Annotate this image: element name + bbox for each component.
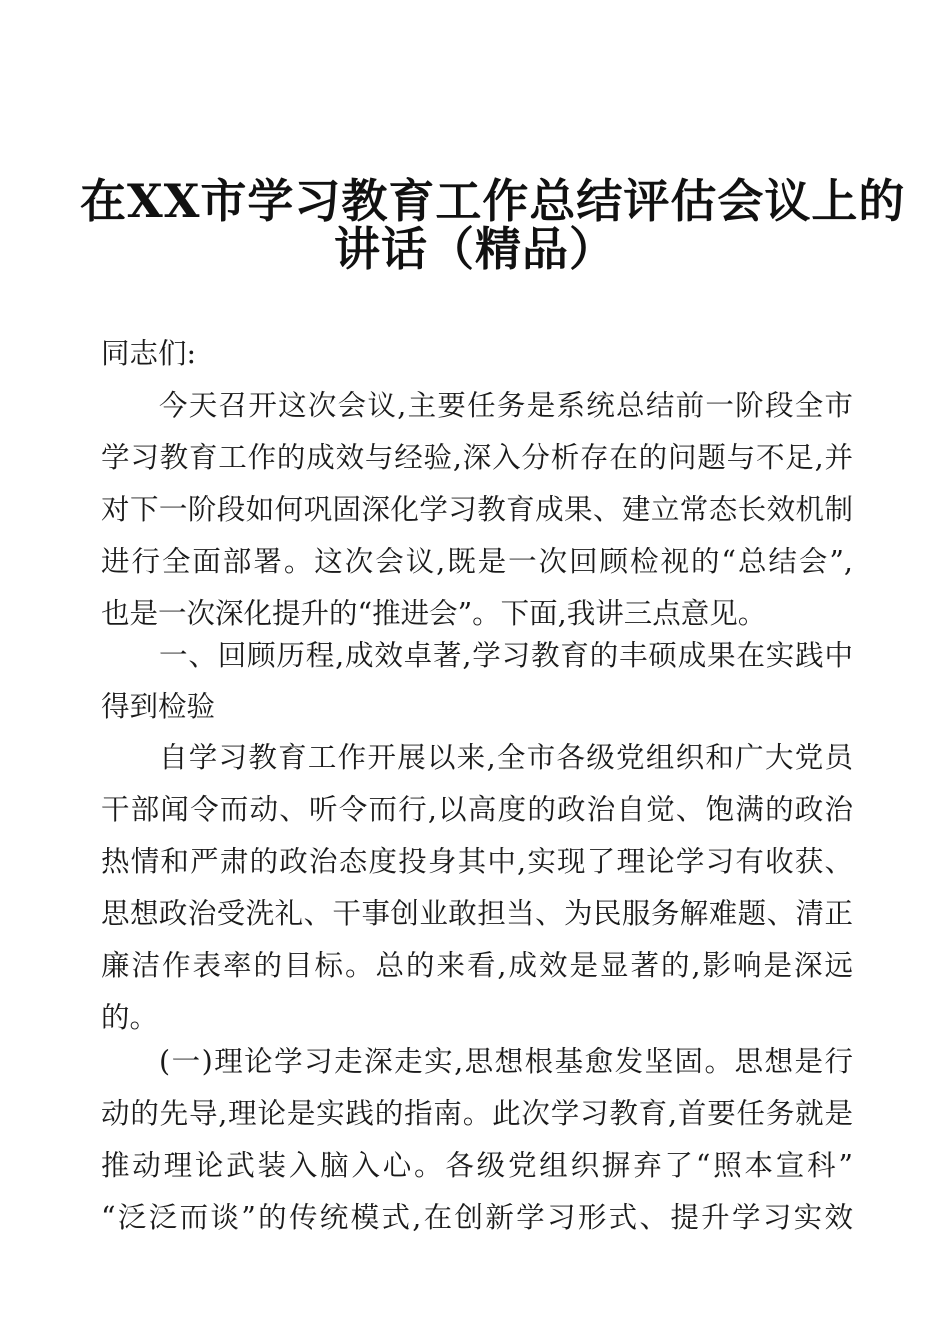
salutation: 同志们: (101, 337, 197, 370)
paragraph-line: 对下一阶段如何巩固深化学习教育成果、建立常态长效机制 (101, 493, 853, 526)
paragraph-line: 推动理论武装入脑入心。各级党组织摒弃了“照本宣科” (101, 1149, 853, 1182)
paragraph-line: 的。 (101, 1001, 159, 1034)
paragraph-line: 今天召开这次会议,主要任务是系统总结前一阶段全市 (159, 389, 853, 422)
paragraph-line: 进行全面部署。这次会议,既是一次回顾检视的“总结会”, (101, 545, 853, 578)
paragraph-line: 也是一次深化提升的“推进会”。下面,我讲三点意见。 (101, 597, 767, 630)
section-heading-line: 一、回顾历程,成效卓著,学习教育的丰硕成果在实践中 (159, 639, 853, 672)
paragraph-line: 学习教育工作的成效与经验,深入分析存在的问题与不足,并 (101, 441, 853, 474)
paragraph-line: 动的先导,理论是实践的指南。此次学习教育,首要任务就是 (101, 1097, 853, 1130)
subsection-line: (一)理论学习走深走实,思想根基愈发坚固。思想是行 (159, 1045, 853, 1078)
paragraph-line: 廉洁作表率的目标。总的来看,成效是显著的,影响是深远 (101, 949, 853, 982)
paragraph-line: 自学习教育工作开展以来,全市各级党组织和广大党员 (159, 741, 853, 774)
paragraph-line: 热情和严肃的政治态度投身其中,实现了理论学习有收获、 (101, 845, 853, 878)
paragraph-line: “泛泛而谈”的传统模式,在创新学习形式、提升学习实效 (101, 1201, 853, 1234)
document-title-line-1: 在XX市学习教育工作总结评估会议上的 (80, 174, 906, 228)
section-heading-line: 得到检验 (101, 690, 216, 723)
paragraph-line: 干部闻令而动、听令而行,以高度的政治自觉、饱满的政治 (101, 793, 853, 826)
document-title-line-2: 讲话（精品） (334, 222, 616, 276)
paragraph-line: 思想政治受洗礼、干事创业敢担当、为民服务解难题、清正 (101, 897, 853, 930)
